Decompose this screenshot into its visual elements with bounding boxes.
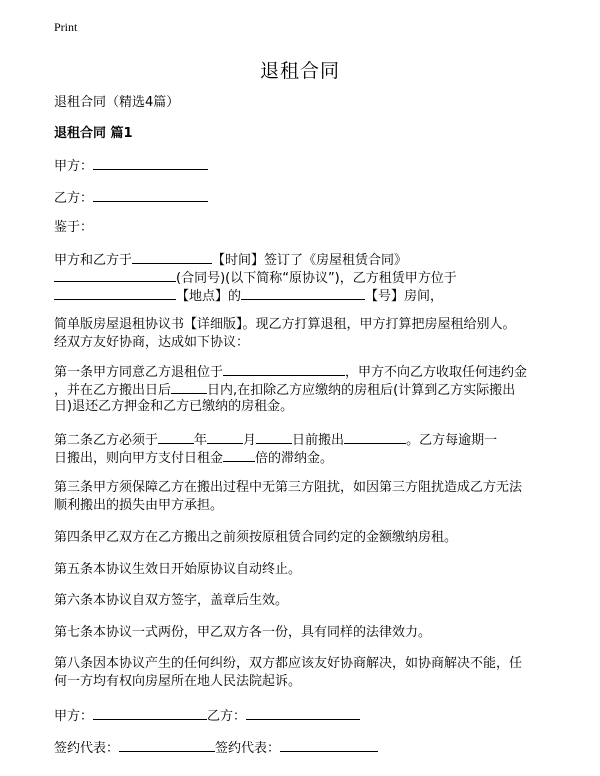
signature-parties-line: [54, 706, 360, 726]
party-a-label: 甲方：: [54, 159, 94, 174]
text-segment: 第一条甲方同意乙方退租位于: [54, 365, 224, 380]
paragraph-1-line-3: [54, 286, 443, 306]
day-blank: [256, 430, 292, 444]
article-2-line-1: [54, 430, 497, 450]
paragraph-2-line-2: 经双方友好协商，达成如下协议：: [54, 335, 250, 350]
document-subtitle: 退租合同（精选4篇）: [54, 95, 180, 110]
signature-party-b-label: 乙方：: [207, 709, 247, 724]
print-link[interactable]: Print: [54, 20, 78, 34]
days-blank: [171, 380, 207, 394]
signature-party-b-blank: [246, 706, 360, 720]
signature-party-a-blank: [93, 706, 207, 720]
month-blank: [207, 430, 243, 444]
party-b-label: 乙方：: [54, 191, 94, 206]
party-a-line: [54, 156, 208, 176]
text-segment: 【号】房间，: [365, 289, 444, 304]
signature-party-a-label: 甲方：: [54, 709, 94, 724]
signature-rep-a-blank: [119, 738, 215, 752]
text-segment: 【地点】的: [176, 289, 242, 304]
multiple-blank: [223, 448, 255, 462]
text-segment: ，并在乙方搬出日后: [54, 383, 172, 398]
party-a-blank: [93, 156, 208, 170]
document-title: 退租合同: [259, 60, 340, 82]
signature-rep-a-label: 签约代表：: [54, 741, 120, 756]
article-6: 第六条本协议自双方签字，盖章后生效。: [54, 593, 289, 608]
time-blank: [132, 250, 212, 264]
party-b-blank: [93, 188, 208, 202]
text-segment: 倍的滞纳金。: [255, 451, 334, 466]
text-segment: 年: [194, 433, 208, 448]
paragraph-1-line-2: [54, 268, 457, 288]
section-heading: 退租合同 篇1: [54, 126, 133, 141]
text-segment: 月: [243, 433, 257, 448]
article-7: 第七条本协议一式两份，甲乙双方各一份，具有同样的法律效力。: [54, 625, 432, 640]
article-3-line-1: 第三条甲方须保障乙方在搬出过程中无第三方阻扰，如因第三方阻扰造成乙方无法: [54, 480, 523, 495]
signature-rep-b-label: 签约代表：: [215, 741, 281, 756]
article-2-line-2: [54, 448, 333, 468]
text-segment: 。乙方每逾期一: [406, 433, 498, 448]
article-1-line-2: [54, 380, 515, 400]
address-blank: [54, 286, 176, 300]
article-4: 第四条甲乙双方在乙方搬出之前须按原租赁合同约定的金额缴纳房租。: [54, 530, 458, 545]
text-segment: 日前搬出: [292, 433, 345, 448]
text-segment: 日搬出，则向甲方支付日租金: [54, 451, 224, 466]
whereas-label: 鉴于：: [54, 220, 94, 235]
signature-reps-line: [54, 738, 378, 758]
signature-rep-b-blank: [280, 738, 378, 752]
year-blank: [158, 430, 194, 444]
party-b-line: [54, 188, 208, 208]
article-1-line-1: [54, 362, 527, 382]
article-3-line-2: 顺利搬出的损失由甲方承担。: [54, 498, 224, 513]
article-8-line-2: 何一方均有权向房屋所在地人民法院起诉。: [54, 674, 302, 689]
premises-blank: [223, 362, 345, 376]
text-segment: 第二条乙方必须于: [54, 433, 159, 448]
article-1-line-3: 日)退还乙方押金和乙方已缴纳的房租金。: [54, 399, 294, 414]
text-segment: 【时间】签订了《房屋租赁合同》: [212, 253, 408, 268]
text-segment: ，甲方不向乙方收取任何违约金: [345, 365, 528, 380]
text-segment: 日内,在扣除乙方应缴纳的房租后(计算到乙方实际搬出: [207, 383, 516, 398]
article-5: 第五条本协议生效日开始原协议自动终止。: [54, 562, 302, 577]
text-segment: (合同号)(以下简称“原协议”)，乙方租赁甲方位于: [176, 271, 457, 286]
contract-number-blank: [54, 268, 176, 282]
article-8-line-1: 第八条因本协议产生的任何纠纷，双方都应该友好协商解决，如协商解决不能，任: [54, 656, 523, 671]
move-out-blank: [344, 430, 406, 444]
paragraph-2-line-1: 简单版房屋退租协议书【详细版】。现乙方打算退租，甲方打算把房屋租给别人。: [54, 317, 516, 332]
building-number-blank: [241, 286, 365, 300]
text-segment: 甲方和乙方于: [54, 253, 133, 268]
paragraph-1-line-1: [54, 250, 407, 270]
